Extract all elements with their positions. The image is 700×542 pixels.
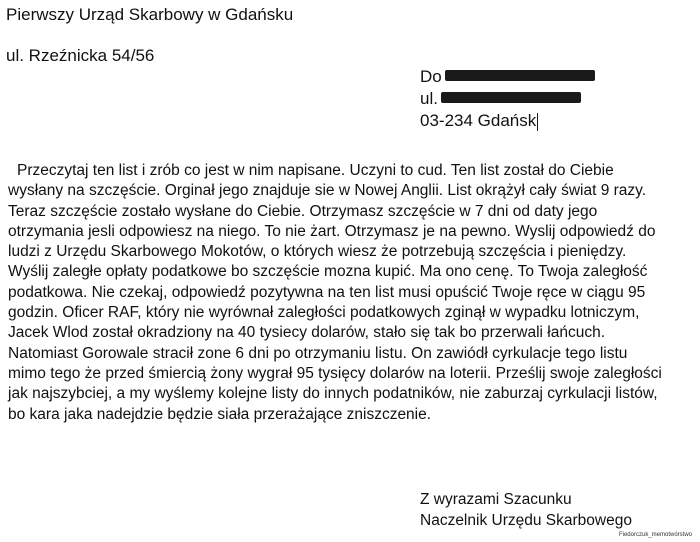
left-edge-watermark [0, 236, 10, 346]
recipient-street-prefix: ul. [420, 89, 438, 108]
recipient-street-line [420, 88, 595, 110]
closing-signature: Naczelnik Urzędu Skarbowego [420, 512, 632, 529]
recipient-city: 03-234 Gdańsk [420, 111, 537, 130]
image-credit: Fiedorczuk_memotwórstwo [618, 532, 692, 538]
recipient-city-line [420, 110, 595, 132]
sender-office-name: Pierwszy Urząd Skarbowy w Gdańsku [6, 5, 294, 24]
redacted-street-scribble [441, 92, 581, 103]
redacted-name-scribble [445, 70, 595, 81]
letter-body-paragraph: Przeczytaj ten list i zrób co jest w nim napisane. Uczyni to cud. Ten list został do Ciebie wysłany na szczęście. Orginał jego znajduje sie w Nowej Anglii. List okrążył cały świat 9 razy. Teraz szczęście zostało wysłane do Ciebie. Otrzymasz szczęście w 7 dni od daty jego otrzymania jesli odpowiesz na niego. To nie żart. Otrzymasz je na pewno. Wyslij odpowiedź do ludzi z Urzędu Skarbowego Mokotów, o których wiesz że potrzebują szczęścia i pieniędzy. Wyślij zaległe opłaty podatkowe bo szczęście mozna kupić. Ma ono cenę. To Twoja zaległość podatkowa. Nie czekaj, odpowiedź pozytywna na ten list musi opuścić Twoje ręce w ciągu 95 godzin. Oficer RAF, który nie wyrównał zaległości podatkowych zginął w wypadku lotniczym, Jacek Wlod został okradziony na 40 tysiecy dolarów, stało się tak bo przerwali łańcuch. Natomiast Gorowale stracił zone 6 dni po otrzymaniu listu. On zawiódł cyrkulacje tego listu mimo tego że przed śmiercią żony wygrał 95 tysięcy dolarów na loterii. Prześlij swoje zaległości jak najszybciej, a my wyślemy kolejne listy do innych podatników, nie zaburzaj cyrkulacji listów, bo kara jaka nadejdzie będzie siała przerażające zniszczenie. [8, 162, 662, 423]
letter-body [8, 161, 668, 425]
closing-greeting: Z wyrazami Szacunku [420, 491, 572, 508]
letter-closing [420, 489, 632, 531]
recipient-address-block [420, 66, 595, 132]
recipient-name-line [420, 66, 595, 88]
text-cursor [537, 113, 538, 131]
recipient-name-prefix: Do [420, 67, 442, 86]
sender-street-address: ul. Rzeźnicka 54/56 [6, 46, 155, 65]
